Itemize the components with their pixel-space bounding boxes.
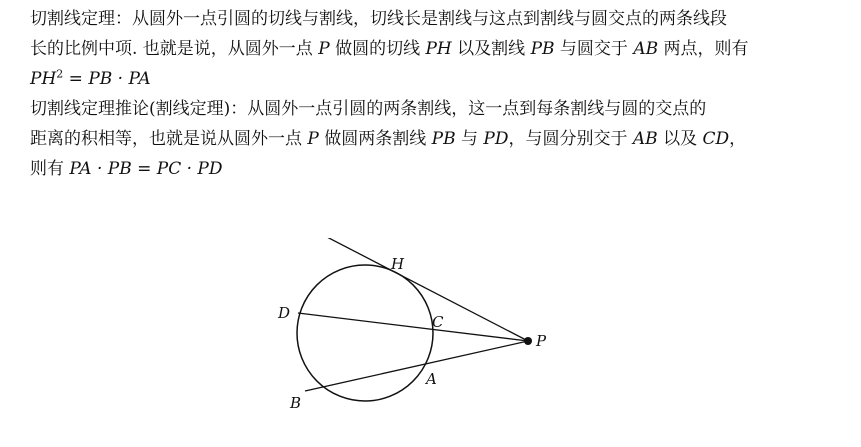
label-d: D bbox=[278, 304, 291, 322]
label-a: A bbox=[426, 370, 437, 388]
theorem-text-2e: 两点，则有 bbox=[658, 39, 749, 59]
corollary-segment-ab: AB bbox=[632, 129, 658, 149]
secant-line-pb bbox=[305, 341, 528, 391]
formula-ph: PH bbox=[30, 69, 57, 89]
segment-pb-text: PB bbox=[530, 39, 555, 59]
theorem-text-2b: 做圆的切线 bbox=[329, 39, 426, 59]
point-p-dot bbox=[524, 337, 532, 345]
corollary-text-3a: 则有 bbox=[30, 159, 70, 179]
corollary-formula-line bbox=[30, 154, 830, 184]
theorem-text-2a: 长的比例中项. 也就是说，从圆外一点 bbox=[30, 39, 319, 59]
theorem-formula bbox=[30, 64, 830, 94]
corollary-formula: PA · PB = PC · PD bbox=[69, 159, 223, 179]
corollary-text-2f: ， bbox=[729, 129, 747, 149]
tangent-line-ph bbox=[325, 238, 528, 341]
secant-tangent-figure bbox=[240, 238, 600, 447]
circle bbox=[297, 265, 433, 401]
formula-rest: = PB · PA bbox=[63, 69, 151, 89]
corollary-text-2b: 做圆两条割线 bbox=[318, 129, 432, 149]
corollary-segment-cd: CD bbox=[702, 129, 730, 149]
corollary-text-2c: 与 bbox=[455, 129, 484, 149]
corollary-title: 切割线定理推论(割线定理)： bbox=[30, 99, 248, 119]
label-c: C bbox=[432, 313, 444, 331]
corollary-text-2a: 距离的积相等，也就是说从圆外一点 bbox=[30, 129, 308, 149]
theorem-title: 切割线定理： bbox=[30, 9, 132, 29]
segment-ph-text: PH bbox=[425, 39, 452, 59]
corollary-text-1: 从圆外一点引圆的两条割线，这一点到每条割线与圆的交点的 bbox=[247, 99, 707, 119]
label-p: P bbox=[536, 332, 547, 350]
theorem-line-1 bbox=[30, 4, 830, 34]
segment-ab-text: AB bbox=[633, 39, 659, 59]
theorem-text-2c: 以及割线 bbox=[451, 39, 531, 59]
label-b: B bbox=[290, 394, 302, 412]
corollary-segment-pb: PB bbox=[431, 129, 456, 149]
point-p-text: P bbox=[318, 39, 330, 59]
text-block bbox=[30, 4, 830, 184]
corollary-segment-pd: PD bbox=[483, 129, 509, 149]
label-h: H bbox=[391, 255, 405, 273]
secant-line-pd bbox=[298, 313, 528, 341]
corollary-point-p: P bbox=[307, 129, 319, 149]
corollary-line-2 bbox=[30, 124, 830, 154]
corollary-text-2e: 以及 bbox=[657, 129, 703, 149]
corollary-line-1 bbox=[30, 94, 830, 124]
theorem-text-1: 从圆外一点引圆的切线与割线，切线长是割线与这点到割线与圆交点的两条线段 bbox=[132, 9, 727, 29]
theorem-text-2d: 与圆交于 bbox=[554, 39, 634, 59]
theorem-line-2 bbox=[30, 34, 830, 64]
corollary-text-2d: ，与圆分别交于 bbox=[508, 129, 633, 149]
formula-exponent: 2 bbox=[56, 67, 64, 81]
